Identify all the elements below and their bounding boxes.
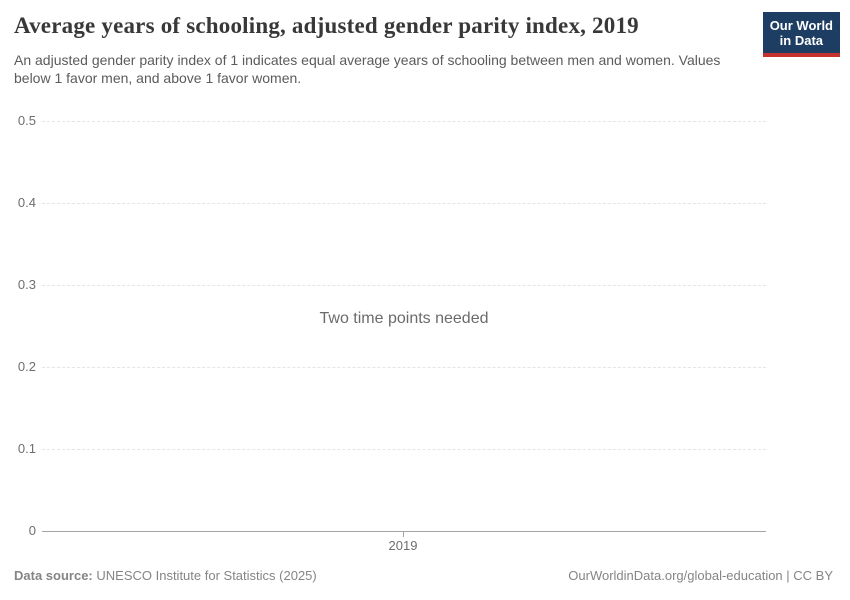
owid-logo [763,12,840,57]
data-source-text [14,568,317,584]
y-axis-tick-label: 0.3 [17,277,36,292]
data-source-value: UNESCO Institute for Statistics (2025) [96,568,317,583]
gridline [42,121,766,122]
y-axis-tick-label: 0.4 [17,195,36,210]
gridline [42,285,766,286]
y-axis-tick-label: 0.2 [17,359,36,374]
x-axis-line [42,531,766,532]
no-data-message: Two time points needed [319,310,489,327]
y-axis-tick-label: 0.5 [17,113,36,128]
data-source-label: Data source: [14,568,93,583]
y-axis-tick-label: 0.1 [17,441,36,456]
chart-subtitle: An adjusted gender parity index of 1 indicates equal average years of schooling between men and women. Values below 1 favor men, and above 1 favor women. [14,52,721,86]
attribution-text: OurWorldinData.org/global-education | CC BY [568,568,833,583]
x-axis-tick-mark [403,531,404,537]
chart-footer [14,568,833,584]
y-axis-tick-label: 0 [28,523,36,538]
x-axis-tick-label: 2019 [388,538,418,553]
owid-logo-line1: Our World [769,18,833,33]
gridline [42,203,766,204]
owid-logo-line2: in Data [779,33,824,48]
page-title: Average years of schooling, adjusted gender parity index, 2019 [14,13,639,38]
gridline [42,449,766,450]
gridline [42,367,766,368]
